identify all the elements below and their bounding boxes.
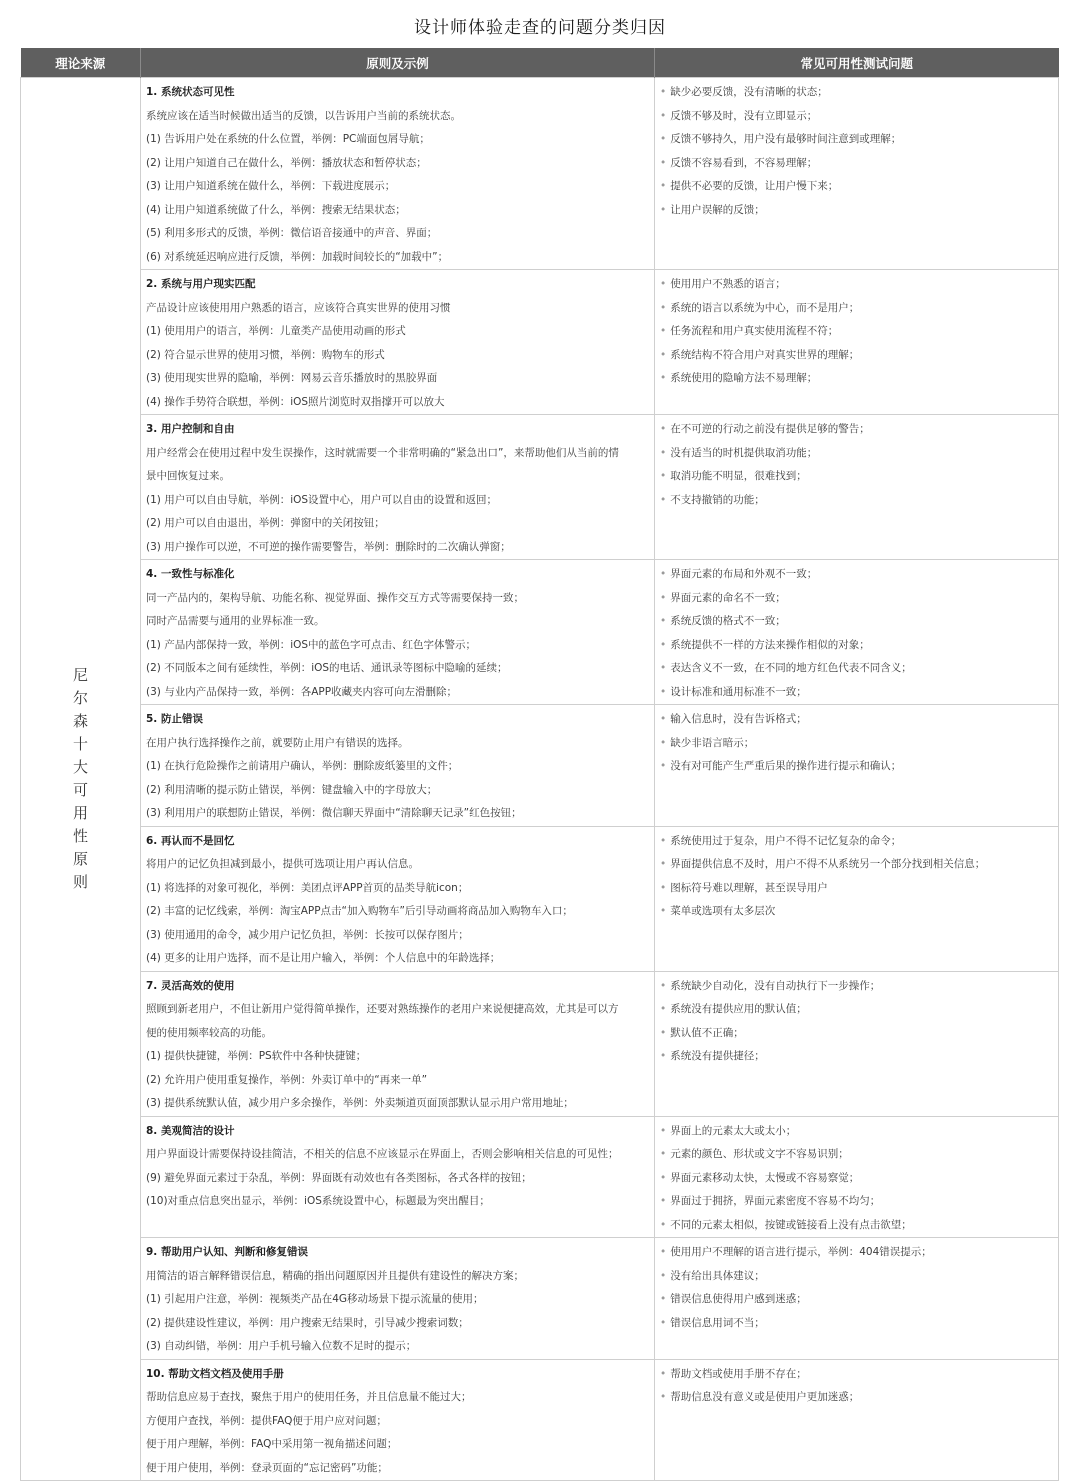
issue-item xyxy=(660,273,1052,297)
table-row xyxy=(21,270,1059,415)
issue-item xyxy=(660,442,1052,466)
principle-cell xyxy=(141,415,655,560)
theory-source-cell xyxy=(21,78,141,1481)
bullet-icon: • xyxy=(660,685,667,698)
issue-item xyxy=(660,1363,1052,1387)
principle-line: 便的使用频率较高的功能。 xyxy=(146,1026,272,1039)
bullet-icon: • xyxy=(660,180,667,192)
bullet-icon: • xyxy=(660,568,667,580)
issue-item xyxy=(660,708,1052,732)
issue-text: 系统没有提供捷径； xyxy=(670,1050,765,1062)
issue-text: 帮助文档或使用手册不存在； xyxy=(670,1367,807,1380)
principle-line: (2) 用户可以自由退出，举例：弹窗中的关闭按钮； xyxy=(146,517,385,529)
issues-cell xyxy=(655,826,1059,971)
principles-table xyxy=(20,48,1059,1481)
table-body xyxy=(21,78,1059,1481)
table-row xyxy=(21,1359,1059,1481)
issue-text: 界面提供信息不及时，用户不得不从系统另一个部分找到相关信息； xyxy=(670,858,986,870)
principle-title: 4. 一致性与标准化 xyxy=(146,568,235,580)
table-row xyxy=(21,826,1059,971)
principle-cell xyxy=(141,1238,655,1360)
principle-line: (2) 允许用户使用重复操作，举例：外卖订单中的“再来一单” xyxy=(146,1073,428,1086)
bullet-icon: • xyxy=(660,203,667,216)
principle-line: (3) 自动纠错，举例：用户手机号输入位数不足时的提示； xyxy=(146,1340,417,1352)
bullet-icon: • xyxy=(660,301,667,314)
issue-text: 没有对可能产生严重后果的操作进行提示和确认； xyxy=(670,760,902,772)
issue-text: 设计标准和通用标准不一致； xyxy=(670,685,807,698)
bullet-icon: • xyxy=(660,1367,667,1380)
principle-line: 帮助信息应易于查找，聚焦于用户的使用任务，并且信息量不能过大； xyxy=(146,1391,472,1403)
bullet-icon: • xyxy=(660,979,667,992)
principle-cell xyxy=(141,1116,655,1238)
principle-line: (2) 丰富的记忆线索，举例：淘宝APP点击“加入购物车”后引导动画将商品加入购物车入口； xyxy=(146,905,573,917)
issue-item xyxy=(660,853,1052,877)
table-row xyxy=(21,560,1059,705)
issue-text: 系统没有提供应用的默认值； xyxy=(670,1003,807,1015)
bullet-icon: • xyxy=(660,760,667,772)
bullet-icon: • xyxy=(660,1026,667,1039)
issue-item xyxy=(660,128,1052,152)
issue-text: 界面上的元素太大或太小； xyxy=(670,1124,797,1137)
bullet-icon: • xyxy=(660,736,667,749)
bullet-icon: • xyxy=(660,858,667,870)
principle-cell xyxy=(141,560,655,705)
principle-title: 7. 灵活高效的使用 xyxy=(146,979,235,992)
issue-item xyxy=(660,732,1052,756)
bullet-icon: • xyxy=(660,834,667,847)
issue-text: 缺少非语言暗示； xyxy=(670,736,755,749)
principle-line: 方便用户查找，举例：提供FAQ便于用户应对问题； xyxy=(146,1414,387,1427)
issue-item xyxy=(660,900,1052,924)
issue-text: 缺少必要反馈，没有清晰的状态； xyxy=(670,86,828,98)
principle-line: (3) 使用现实世界的隐喻，举例：网易云音乐播放时的黑胶界面 xyxy=(146,372,438,384)
issue-text: 错误信息使得用户感到迷惑； xyxy=(670,1293,807,1305)
principle-line: (2) 不同版本之间有延续性，举例：iOS的电话、通讯录等图标中隐喻的延续； xyxy=(146,662,508,674)
issue-item xyxy=(660,1214,1052,1238)
issues-cell xyxy=(655,705,1059,827)
issue-item xyxy=(660,367,1052,391)
issue-text: 反馈不够持久，用户没有最够时间注意到或理解； xyxy=(670,133,902,145)
bullet-icon: • xyxy=(660,278,667,290)
principle-line: (1) 在执行危险操作之前请用户确认，举例：删除废纸篓里的文件； xyxy=(146,760,459,772)
principle-title: 10. 帮助文档文档及使用手册 xyxy=(146,1367,284,1380)
issue-text: 错误信息用词不当； xyxy=(670,1316,765,1329)
principle-title: 6. 再认而不是回忆 xyxy=(146,834,235,847)
issue-item xyxy=(660,755,1052,779)
principle-line: (5) 利用多形式的反馈，举例：微信语音接通中的声音、界面； xyxy=(146,227,438,239)
issue-text: 系统缺少自动化，没有自动执行下一步操作； xyxy=(670,979,881,992)
header-theory-source: 理论来源 xyxy=(21,48,141,78)
principle-cell xyxy=(141,78,655,270)
issue-item xyxy=(660,877,1052,901)
principle-line: (1) 产品内部保持一致，举例：iOS中的蓝色字可点击、红色字体警示； xyxy=(146,638,477,651)
issue-item xyxy=(660,81,1052,105)
principle-line: (2) 符合显示世界的使用习惯，举例：购物车的形式 xyxy=(146,348,385,361)
principle-line: (1) 用户可以自由导航，举例：iOS设置中心，用户可以自由的设置和返回； xyxy=(146,493,498,506)
issue-item xyxy=(660,1022,1052,1046)
issue-item xyxy=(660,297,1052,321)
issue-item xyxy=(660,587,1052,611)
issue-item xyxy=(660,657,1052,681)
issue-text: 取消功能不明显，很难找到； xyxy=(670,470,807,482)
bullet-icon: • xyxy=(660,1218,667,1231)
principle-cell xyxy=(141,270,655,415)
table-row xyxy=(21,705,1059,827)
issue-text: 系统使用的隐喻方法不易理解； xyxy=(670,372,818,384)
issue-item xyxy=(660,1045,1052,1069)
issue-item xyxy=(660,1143,1052,1167)
header-principles: 原则及示例 xyxy=(141,48,655,78)
principle-line: (3) 与业内产品保持一致，举例：各APP收藏夹内容可向左滑删除； xyxy=(146,685,458,698)
issue-text: 没有适当的时机提供取消功能； xyxy=(670,446,818,459)
bullet-icon: • xyxy=(660,348,667,361)
table-row xyxy=(21,78,1059,270)
issue-text: 提供不必要的反馈，让用户慢下来； xyxy=(670,180,839,192)
principle-line: 用户界面设计需要保持设挂简洁，不相关的信息不应该显示在界面上，否则会影响相关信息的可见性； xyxy=(146,1148,619,1160)
issue-text: 系统使用过于复杂，用户不得不记忆复杂的命令； xyxy=(670,834,902,847)
issues-cell xyxy=(655,1116,1059,1238)
principle-cell xyxy=(141,705,655,827)
issues-cell xyxy=(655,415,1059,560)
principle-line: (3) 让用户知道系统在做什么，举例：下载进度展示； xyxy=(146,180,396,192)
principle-line: (2) 让用户知道自己在做什么，举例：播放状态和暂停状态； xyxy=(146,156,427,169)
issue-item xyxy=(660,1241,1052,1265)
bullet-icon: • xyxy=(660,713,667,725)
principle-line: (6) 对系统延迟响应进行反馈，举例：加载时间较长的“加载中”； xyxy=(146,250,449,263)
issue-item xyxy=(660,344,1052,368)
issue-item xyxy=(660,634,1052,658)
principle-line: (1) 提供快捷键，举例：PS软件中各种快捷键； xyxy=(146,1050,367,1062)
bullet-icon: • xyxy=(660,156,667,169)
issues-cell xyxy=(655,971,1059,1116)
principle-line: (4) 更多的让用户选择，而不是让用户输入，举例：个人信息中的年龄选择； xyxy=(146,952,501,964)
issue-item xyxy=(660,418,1052,442)
table-header-row xyxy=(21,48,1059,78)
issues-cell xyxy=(655,560,1059,705)
table-row xyxy=(21,1116,1059,1238)
issue-item xyxy=(660,1312,1052,1336)
issue-item xyxy=(660,998,1052,1022)
principle-line: 将用户的记忆负担减到最小，提供可选项让用户再认信息。 xyxy=(146,858,419,870)
issue-text: 界面元素的布局和外观不一致； xyxy=(670,568,818,580)
principle-line: 用户经常会在使用过程中发生误操作，这时就需要一个非常明确的“紧急出口”，来帮助他们从当前的情 xyxy=(146,446,619,459)
principle-line: (1) 使用用户的语言，举例：儿童类产品使用动画的形式 xyxy=(146,325,406,337)
issue-item xyxy=(660,320,1052,344)
principle-line: (10)对重点信息突出显示，举例：iOS系统设置中心，标题最为突出醒目； xyxy=(146,1195,490,1207)
principle-line: (4) 操作手势符合联想，举例：iOS照片浏览时双指撑开可以放大 xyxy=(146,395,445,408)
bullet-icon: • xyxy=(660,1316,667,1329)
issue-item xyxy=(660,1288,1052,1312)
issue-text: 反馈不容易看到，不容易理解； xyxy=(670,156,818,169)
bullet-icon: • xyxy=(660,1148,667,1160)
principle-line: (9) 避免界面元素过于杂乱，举例：界面既有动效也有各类图标，各式各样的按钮； xyxy=(146,1171,532,1184)
bullet-icon: • xyxy=(660,638,667,651)
issues-cell xyxy=(655,1359,1059,1481)
issue-text: 任务流程和用户真实使用流程不符； xyxy=(670,325,839,337)
bullet-icon: • xyxy=(660,446,667,459)
bullet-icon: • xyxy=(660,1269,667,1282)
issues-cell xyxy=(655,1238,1059,1360)
principle-line: (3) 利用用户的联想防止错误，举例：微信聊天界面中“清除聊天记录”红色按钮； xyxy=(146,807,522,819)
issue-item xyxy=(660,975,1052,999)
bullet-icon: • xyxy=(660,591,667,604)
principle-line: (2) 提供建设性建议，举例：用户搜索无结果时，引导减少搜索词数； xyxy=(146,1316,469,1329)
issue-text: 不支持撤销的功能； xyxy=(670,493,765,506)
issue-text: 菜单或选项有太多层次 xyxy=(670,905,776,917)
principle-line: 同一产品内的，架构导航、功能名称、视觉界面、操作交互方式等需要保持一致； xyxy=(146,591,524,604)
principle-line: 产品设计应该使用用户熟悉的语言，应该符合真实世界的使用习惯 xyxy=(146,301,451,314)
principle-cell xyxy=(141,826,655,971)
issue-item xyxy=(660,610,1052,634)
issue-text: 默认值不正确； xyxy=(670,1026,744,1039)
bullet-icon: • xyxy=(660,1003,667,1015)
issue-text: 系统的语言以系统为中心，而不是用户； xyxy=(670,301,860,314)
issue-item xyxy=(660,830,1052,854)
principle-title: 2. 系统与用户现实匹配 xyxy=(146,278,256,290)
issue-text: 表达含义不一致，在不同的地方红色代表不同含义； xyxy=(670,662,912,674)
bullet-icon: • xyxy=(660,423,667,435)
principle-line: 照顾到新老用户，不但让新用户觉得简单操作，还要对熟练操作的老用户来说便捷高效，尤其是可以方 xyxy=(146,1003,619,1015)
principle-title: 8. 美观简洁的设计 xyxy=(146,1124,235,1137)
issue-item xyxy=(660,1265,1052,1289)
issue-item xyxy=(660,681,1052,705)
issue-item xyxy=(660,563,1052,587)
issue-text: 反馈不够及时，没有立即显示； xyxy=(670,109,818,122)
bullet-icon: • xyxy=(660,1124,667,1137)
bullet-icon: • xyxy=(660,133,667,145)
principle-line: 在用户执行选择操作之前，就要防止用户有错误的选择。 xyxy=(146,736,409,749)
issue-item xyxy=(660,152,1052,176)
issue-item xyxy=(660,1167,1052,1191)
principle-line: 景中回恢复过来。 xyxy=(146,470,230,482)
issue-text: 界面元素移动太快，太慢或不容易察觉； xyxy=(670,1171,860,1184)
bullet-icon: • xyxy=(660,1050,667,1062)
principle-line: (3) 提供系统默认值，减少用户多余操作，举例：外卖频道页面顶部默认显示用户常用地址； xyxy=(146,1097,574,1109)
issue-text: 界面过于拥挤，界面元素密度不容易不均匀； xyxy=(670,1195,881,1207)
issue-item xyxy=(660,1190,1052,1214)
issue-text: 帮助信息没有意义或是使用户更加迷惑； xyxy=(670,1391,860,1403)
issues-cell xyxy=(655,270,1059,415)
issues-cell xyxy=(655,78,1059,270)
bullet-icon: • xyxy=(660,615,667,627)
principle-line: 用简洁的语言解释错误信息，精确的指出问题原因并且提供有建设性的解决方案； xyxy=(146,1269,524,1282)
issue-item xyxy=(660,1386,1052,1410)
bullet-icon: • xyxy=(660,470,667,482)
issue-item xyxy=(660,489,1052,513)
issue-text: 使用用户不熟悉的语言； xyxy=(670,278,786,290)
bullet-icon: • xyxy=(660,881,667,894)
issue-item xyxy=(660,1120,1052,1144)
table-row xyxy=(21,415,1059,560)
issue-text: 输入信息时，没有告诉格式； xyxy=(670,713,807,725)
issue-text: 没有给出具体建议； xyxy=(670,1269,765,1282)
issue-item xyxy=(660,175,1052,199)
bullet-icon: • xyxy=(660,905,667,917)
page-title: 设计师体验走查的问题分类归因 xyxy=(414,18,666,38)
principle-title: 9. 帮助用户认知、判断和修复错误 xyxy=(146,1246,308,1258)
principle-title: 1. 系统状态可见性 xyxy=(146,86,235,98)
principle-line: (1) 将选择的对象可视化，举例：美团点评APP首页的品类导航icon； xyxy=(146,881,469,894)
issue-text: 不同的元素太相似，按键或链接看上没有点击欲望； xyxy=(670,1218,912,1231)
issue-text: 元素的颜色、形状或文字不容易识别； xyxy=(670,1148,849,1160)
principle-line: 便于用户使用，举例：登录页面的“忘记密码”功能； xyxy=(146,1461,388,1474)
principle-line: (3) 使用通用的命令，减少用户记忆负担，举例：长按可以保存图片； xyxy=(146,928,469,941)
principle-line: (1) 引起用户注意，举例：视频类产品在4G移动场景下提示流量的使用； xyxy=(146,1293,484,1305)
issue-item xyxy=(660,199,1052,223)
principle-line: 同时产品需要与通用的业界标准一致。 xyxy=(146,615,325,627)
principle-line: 便于用户理解，举例：FAQ中采用第一视角描述问题； xyxy=(146,1438,398,1450)
theory-source-label: 尼尔森十大可用性原则 xyxy=(72,666,88,891)
issue-text: 系统提供不一样的方法来操作相似的对象； xyxy=(670,638,870,651)
bullet-icon: • xyxy=(660,325,667,337)
bullet-icon: • xyxy=(660,1293,667,1305)
principle-line: 系统应该在适当时候做出适当的反馈，以告诉用户当前的系统状态。 xyxy=(146,109,461,122)
issue-text: 使用用户不理解的语言进行提示，举例：404错误提示； xyxy=(670,1246,932,1258)
bullet-icon: • xyxy=(660,493,667,506)
issue-text: 界面元素的命名不一致； xyxy=(670,591,786,604)
principle-line: (4) 让用户知道系统做了什么，举例：搜索无结果状态； xyxy=(146,203,406,216)
principle-cell xyxy=(141,1359,655,1481)
principle-line: (2) 利用清晰的提示防止错误，举例：键盘输入中的字母放大； xyxy=(146,783,438,796)
bullet-icon: • xyxy=(660,1195,667,1207)
table-row xyxy=(21,971,1059,1116)
bullet-icon: • xyxy=(660,109,667,122)
table-row xyxy=(21,1238,1059,1360)
bullet-icon: • xyxy=(660,662,667,674)
principle-line: (1) 告诉用户处在系统的什么位置，举例：PC端面包屑导航； xyxy=(146,133,430,145)
bullet-icon: • xyxy=(660,1246,667,1258)
issue-item xyxy=(660,465,1052,489)
principle-title: 3. 用户控制和自由 xyxy=(146,423,235,435)
bullet-icon: • xyxy=(660,1171,667,1184)
principle-title: 5. 防止错误 xyxy=(146,713,203,725)
issue-text: 在不可逆的行动之前没有提供足够的警告； xyxy=(670,423,870,435)
bullet-icon: • xyxy=(660,1391,667,1403)
issue-text: 系统结构不符合用户对真实世界的理解； xyxy=(670,348,860,361)
issue-text: 系统反馈的格式不一致； xyxy=(670,615,786,627)
issue-text: 图标符号难以理解，甚至误导用户 xyxy=(670,881,828,894)
bullet-icon: • xyxy=(660,86,667,98)
header-common-issues: 常见可用性测试问题 xyxy=(655,48,1059,78)
bullet-icon: • xyxy=(660,372,667,384)
issue-item xyxy=(660,105,1052,129)
principle-line: (3) 用户操作可以逆，不可逆的操作需要警告，举例：删除时的二次确认弹窗； xyxy=(146,540,511,553)
principle-cell xyxy=(141,971,655,1116)
issue-text: 让用户误解的反馈； xyxy=(670,203,765,216)
